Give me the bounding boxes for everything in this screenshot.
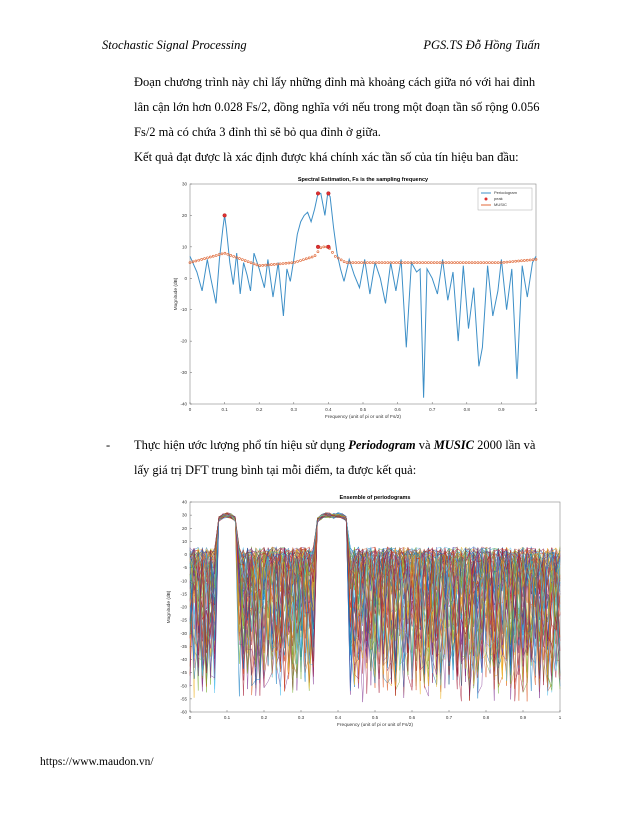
legend-label: Periodogram bbox=[494, 190, 517, 195]
figure-spectral-estimation bbox=[168, 172, 550, 424]
y-tick-label: -45 bbox=[180, 670, 187, 676]
x-tick-label: 0.2 bbox=[256, 407, 263, 412]
legend-swatch bbox=[485, 198, 488, 201]
x-tick-label: 0.3 bbox=[297, 715, 305, 720]
y-tick-label: -55 bbox=[180, 696, 187, 702]
page-header-right: PGS.TS Đỗ Hồng Tuấn bbox=[423, 38, 540, 52]
x-tick-label: 0.4 bbox=[325, 407, 332, 412]
x-tick-label: 0.5 bbox=[371, 715, 379, 720]
y-tick-label: 40 bbox=[181, 499, 187, 505]
x-tick-label: 1 bbox=[534, 407, 538, 412]
y-tick-label: -20 bbox=[180, 604, 187, 610]
x-tick-label: 1 bbox=[558, 715, 562, 720]
x-tick-label: 0.4 bbox=[334, 715, 342, 720]
x-tick-label: 0 bbox=[188, 407, 192, 412]
y-tick-label: -60 bbox=[180, 709, 187, 715]
x-tick-label: 0.8 bbox=[463, 407, 470, 412]
y-tick-label: -50 bbox=[180, 683, 187, 689]
x-tick-label: 0 bbox=[188, 715, 192, 720]
p3-music: MUSIC bbox=[433, 438, 474, 452]
bullet-dash: - bbox=[106, 438, 111, 452]
p3-text-e: 2000 lần và lấy giá trị DFT trung bình tại mỗi điểm, ta được kết quả: bbox=[134, 438, 536, 477]
paragraph-periodogram-music bbox=[134, 433, 546, 483]
x-tick-label: 0.3 bbox=[290, 407, 297, 412]
paragraph-peak-selection: Đoạn chương trình này chỉ lấy những đỉnh mà khoảng cách giữa nó với hai đỉnh lân cận lớn hơn 0.028 Fs/2, đồng nghĩa với nếu trong một đoạn tần số rộng 0.056 Fs/2 mà có chứa 3 đỉnh thì sẽ bỏ qua đỉnh ở giữa. bbox=[134, 75, 540, 139]
y-axis-label: Magnitude (dB) bbox=[167, 590, 172, 624]
x-tick-label: 0.7 bbox=[429, 407, 436, 412]
x-tick-label: 0.2 bbox=[260, 715, 268, 720]
y-tick-label: 10 bbox=[181, 538, 187, 544]
legend-label: MUSIC bbox=[494, 202, 507, 207]
x-tick-label: 0.1 bbox=[223, 715, 231, 720]
x-tick-label: 0.8 bbox=[482, 715, 490, 720]
p3-periodogram: Periodogram bbox=[348, 438, 416, 452]
y-tick-label: 30 bbox=[181, 512, 187, 518]
spectral-estimation-chart bbox=[168, 172, 550, 424]
y-tick-label: -40 bbox=[180, 401, 187, 407]
x-tick-label: 0.1 bbox=[221, 407, 228, 412]
x-axis-label: Frequency (unit of pi or unit of Fs/2) bbox=[337, 723, 413, 728]
footer-url: https://www.maudon.vn/ bbox=[40, 756, 154, 768]
x-tick-label: 0.6 bbox=[408, 715, 416, 720]
y-tick-label: -20 bbox=[180, 338, 187, 344]
figure-ensemble-periodograms bbox=[158, 490, 570, 740]
x-tick-label: 0.7 bbox=[445, 715, 453, 720]
chart-title: Ensemble of periodograms bbox=[339, 495, 411, 501]
p3-text-c: và bbox=[415, 438, 434, 452]
peak-marker bbox=[316, 192, 320, 196]
paragraph-result: Kết quả đạt được là xác định được khá chính xác tần số của tín hiệu ban đầu: bbox=[134, 150, 519, 164]
legend-label: peak bbox=[494, 196, 503, 201]
p3-text-a: Thực hiện ước lượng phổ tín hiệu sử dụng bbox=[134, 438, 349, 452]
y-axis-label: Magnitude (dB) bbox=[174, 277, 179, 311]
y-tick-label: -25 bbox=[180, 617, 187, 623]
y-tick-label: -40 bbox=[180, 657, 187, 662]
peak-marker bbox=[327, 192, 331, 196]
x-axis-label: Frequency (unit of pi or unit of Fs/2) bbox=[325, 415, 401, 420]
page-header-left: Stochastic Signal Processing bbox=[102, 38, 247, 52]
y-tick-label: 20 bbox=[181, 212, 187, 218]
y-tick-label: -30 bbox=[180, 370, 187, 376]
y-tick-label: -30 bbox=[180, 630, 187, 636]
y-tick-label: 20 bbox=[181, 525, 187, 531]
x-tick-label: 0.5 bbox=[359, 407, 367, 412]
ensemble-periodograms-chart bbox=[158, 490, 570, 740]
y-tick-label: -35 bbox=[180, 643, 187, 649]
y-tick-label: -10 bbox=[180, 578, 187, 584]
x-tick-label: 0.6 bbox=[394, 407, 401, 412]
plot-area bbox=[190, 184, 536, 404]
y-tick-label: -10 bbox=[180, 307, 187, 313]
y-tick-label: 30 bbox=[181, 181, 187, 187]
peak-marker bbox=[223, 214, 227, 218]
y-tick-label: 10 bbox=[181, 244, 187, 250]
chart-title: Spectral Estimation, Fs is the sampling frequency bbox=[297, 177, 429, 183]
y-tick-label: -5 bbox=[182, 565, 187, 571]
x-tick-label: 0.9 bbox=[498, 407, 505, 412]
y-tick-label: -15 bbox=[180, 591, 187, 597]
x-tick-label: 0.9 bbox=[519, 715, 527, 720]
peak-marker bbox=[327, 245, 331, 249]
peak-marker bbox=[316, 245, 320, 249]
y-tick-label: 0 bbox=[184, 552, 187, 557]
y-tick-label: 0 bbox=[184, 275, 187, 281]
